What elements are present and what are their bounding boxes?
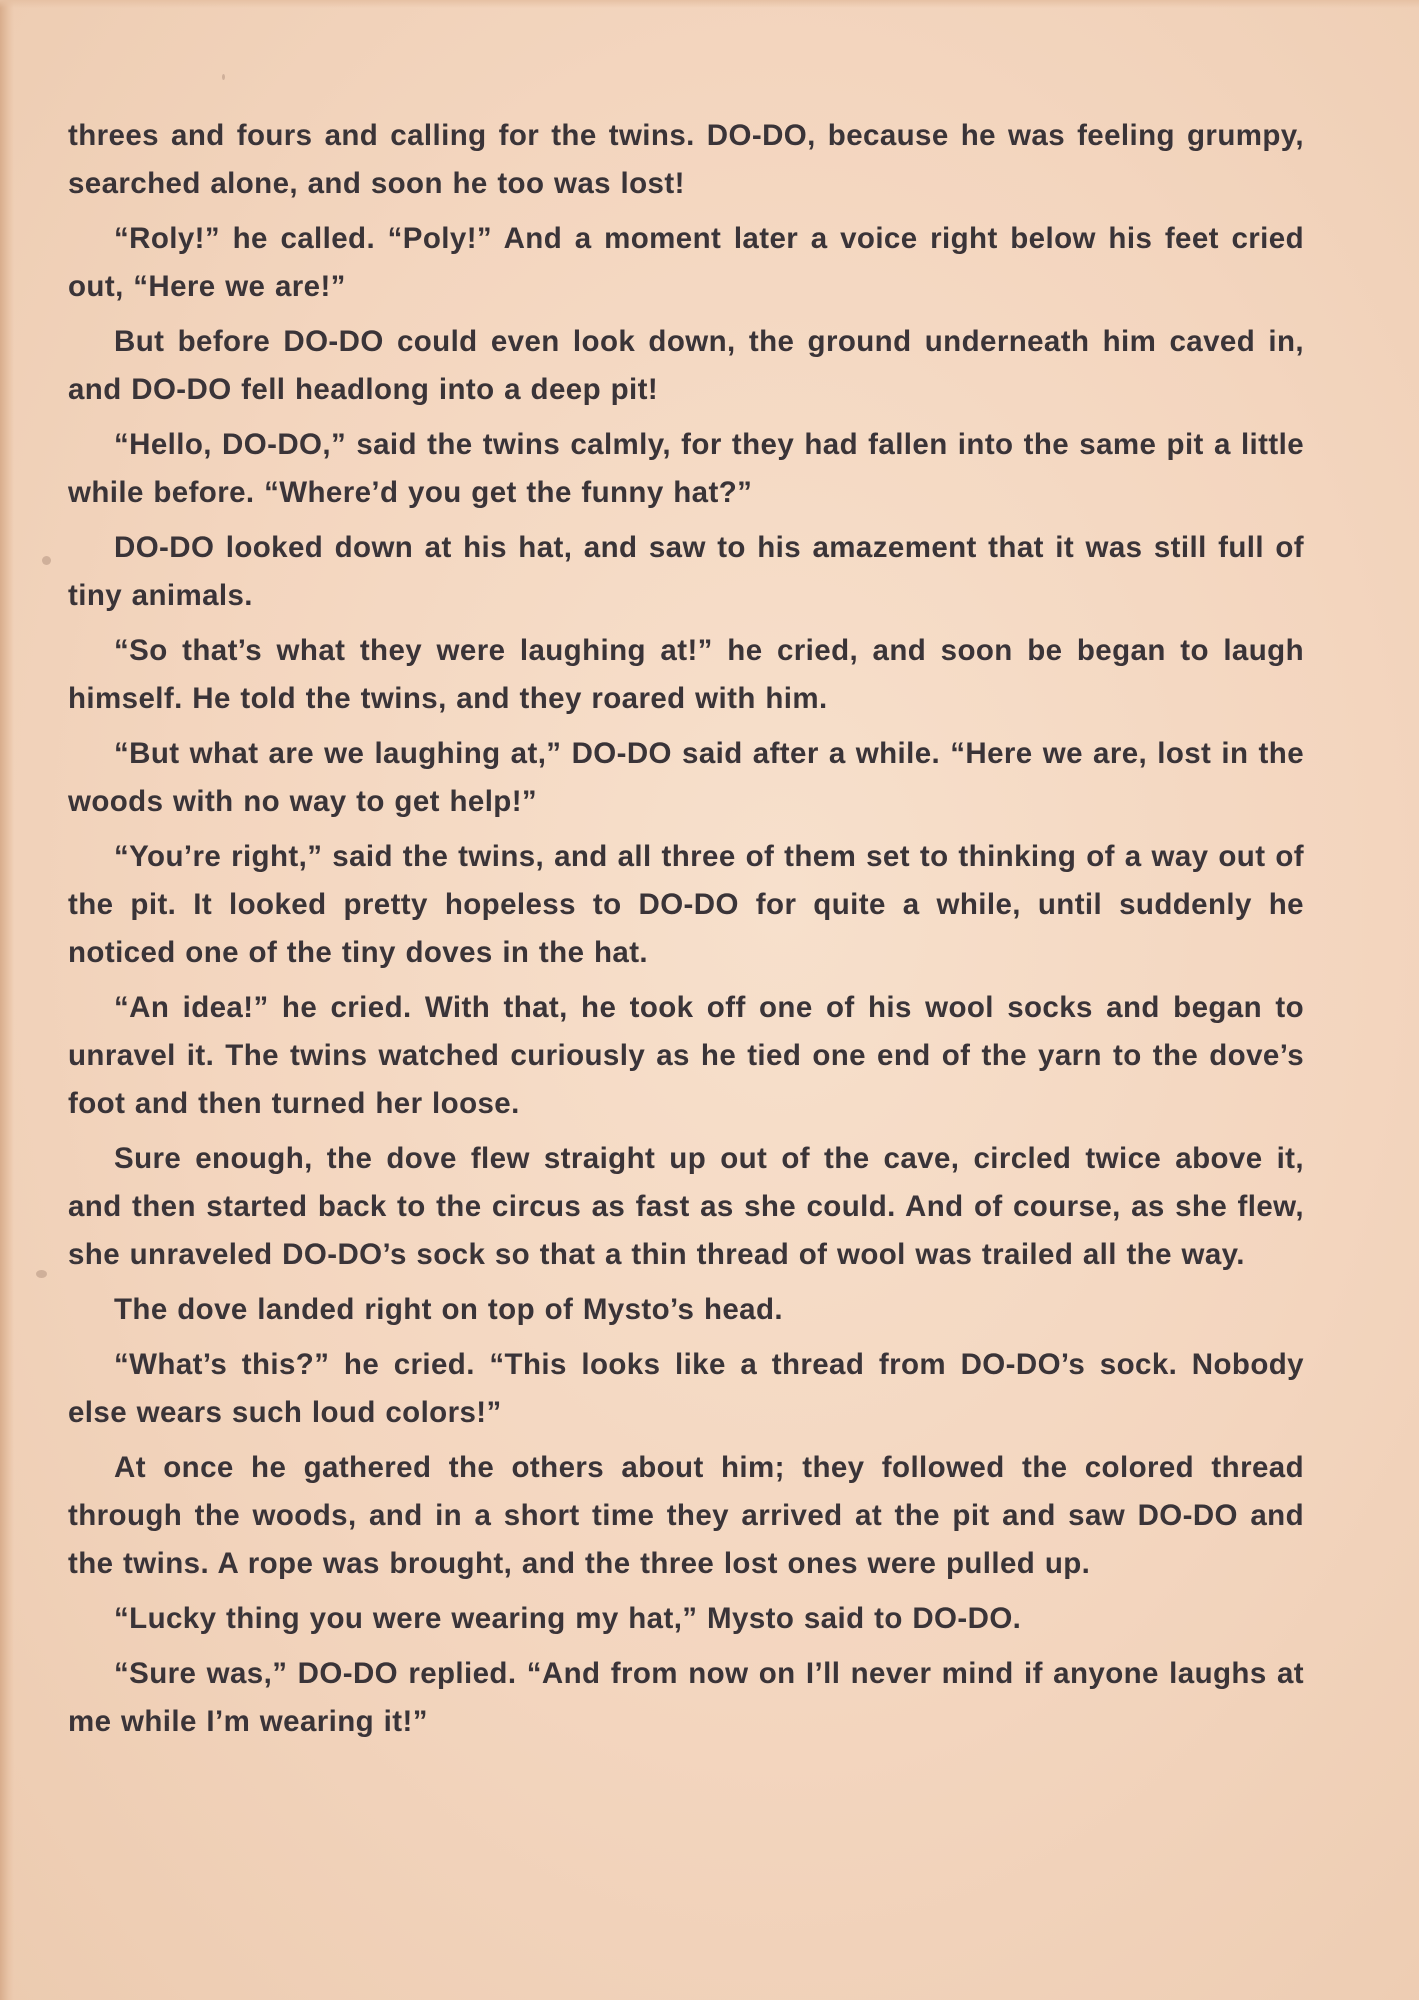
paragraph: DO-DO looked down at his hat, and saw to his amazement that it was still full of tiny animals. (68, 531, 1304, 612)
paragraph: “But what are we laughing at,” DO-DO said after a while. “Here we are, lost in the woods with no way to get help!” (68, 737, 1304, 818)
page-top-edge (0, 0, 1419, 8)
paper-speck (42, 556, 51, 565)
paragraph: The dove landed right on top of Mysto’s head. (114, 1293, 784, 1326)
paragraph: “Roly!” he called. “Poly!” And a moment later a voice right below his feet cried out, “Here we are!” (68, 222, 1304, 303)
page-binding-edge (0, 0, 14, 2000)
paragraph: “What’s this?” he cried. “This looks like a thread from DO-DO’s sock. Nobody else wears such loud colors!” (68, 1348, 1304, 1429)
paragraph: “Hello, DO-DO,” said the twins calmly, for they had fallen into the same pit a little while before. “Where’d you get the funny hat?” (68, 428, 1304, 509)
paper-speck (36, 1270, 47, 1278)
paragraph: “Sure was,” DO-DO replied. “And from now on I’ll never mind if anyone laughs at me while I’m wearing it!” (68, 1657, 1304, 1738)
paragraph: threes and fours and calling for the twins. DO-DO, because he was feeling grumpy, searched alone, and soon he too was lost! (68, 119, 1304, 200)
story-text (68, 112, 1304, 1753)
paragraph: At once he gathered the others about him; they followed the colored thread through the woods, and in a short time they arrived at the pit and saw DO-DO and the twins. A rope was brought, and the three lost ones were pulled up. (68, 1451, 1304, 1580)
paragraph: “So that’s what they were laughing at!” he cried, and soon be began to laugh himself. He told the twins, and they roared with him. (68, 634, 1304, 715)
paragraph: Sure enough, the dove flew straight up out of the cave, circled twice above it, and then started back to the circus as fast as she could. And of course, as she flew, she unraveled DO-DO’s sock so that a thin thread of wool was trailed all the way. (68, 1142, 1304, 1271)
paragraph: “You’re right,” said the twins, and all three of them set to thinking of a way out of the pit. It looked pretty hopeless to DO-DO for quite a while, until suddenly he noticed one of the tiny doves in the hat. (68, 840, 1304, 969)
paragraph: “Lucky thing you were wearing my hat,” Mysto said to DO-DO. (114, 1602, 1022, 1635)
paragraph: But before DO-DO could even look down, the ground underneath him caved in, and DO-DO fell headlong into a deep pit! (68, 325, 1304, 406)
paragraph: “An idea!” he cried. With that, he took off one of his wool socks and began to unravel it. The twins watched curiously as he tied one end of the yarn to the dove’s foot and then turned her loose. (68, 991, 1304, 1120)
paper-speck (222, 74, 225, 80)
